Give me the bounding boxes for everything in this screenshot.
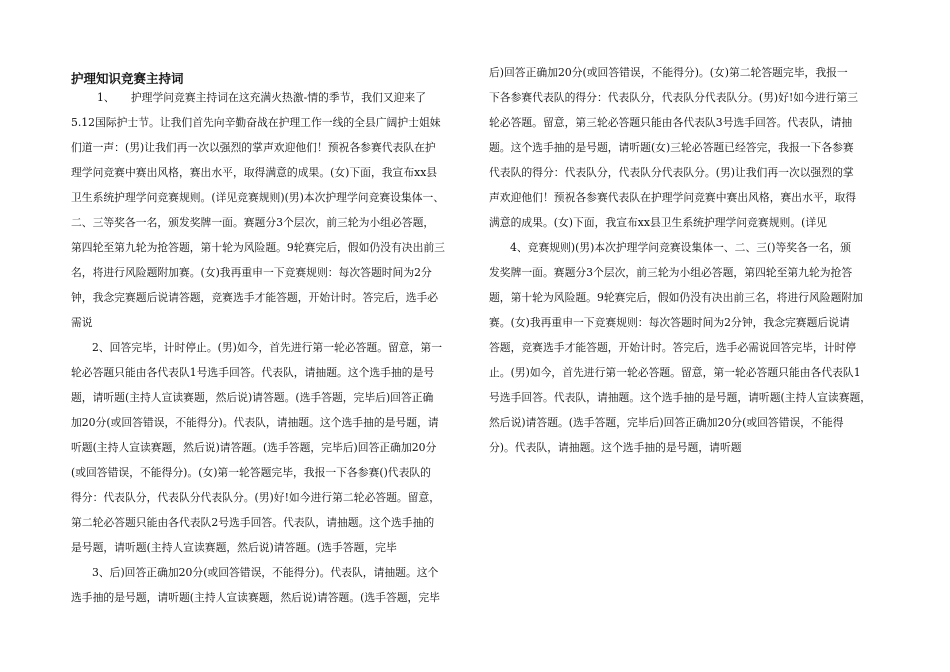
text-line: 满意的成果。(女)下面，我宣布xx县卫生系统护理学问竞赛规则。(详见 (489, 216, 827, 229)
text-line: 第二轮必答题只能由各代表队2号选手回答。代表队，请抽题。这个选手抽的 (71, 516, 435, 529)
text-line: 分)。代表队，请抽题。这个选手抽的是号题，请听题 (489, 441, 742, 454)
text-line: 赛。(女)我再重申一下竞赛规则：每次答题时间为2分钟，我念完赛题后说请 (489, 316, 850, 329)
text-line: 名，将进行风险题附加赛。(女)我再重申一下竞赛规则：每次答题时间为2分 (71, 266, 432, 279)
text-line: 代表队的得分：代表队分，代表队分代表队分。(男)让我们再一次以强烈的掌 (489, 166, 854, 179)
text-line: 轮必答题只能由各代表队1号选手回答。代表队，请抽题。这个选手抽的是号 (71, 366, 435, 379)
text-line: 理学问竞赛中赛出风格，赛出水平，取得满意的成果。(女)下面，我宣布xx县 (71, 166, 438, 179)
text-line: 轮必答题。留意，第三轮必答题只能由各代表队3号选手回答。代表队，请抽 (489, 116, 853, 129)
text-line: 后)回答正确加20分(或回答错误，不能得分)。(女)第二轮答题完毕，我报一 (489, 66, 848, 79)
text-line: 加20分(或回答错误，不能得分)。代表队，请抽题。这个选手抽的是号题，请 (71, 416, 439, 429)
text-line: 1、 护理学问竞赛主持词在这充满火热激-情的季节，我们又迎来了 (97, 91, 427, 104)
text-line: 需说 (71, 316, 93, 329)
text-line: 卫生系统护理学问竞赛规则。(详见竞赛规则)(男)本次护理学问竞赛设集体一、 (71, 191, 445, 204)
text-line: 听题(主持人宣读赛题，然后说)请答题。(选手答题，完毕后)回答正确加20分 (71, 441, 437, 454)
text-line: 号选手回答。代表队，请抽题。这个选手抽的是号题，请听题(主持人宣读赛题， (489, 391, 872, 404)
text-line: 们道一声：(男)让我们再一次以强烈的掌声欢迎他们！预祝各参赛代表队在护 (71, 141, 436, 154)
text-line: 下各参赛代表队的得分：代表队分，代表队分代表队分。(男)好!如今进行第三 (489, 91, 859, 104)
text-line: 声欢迎他们！预祝各参赛代表队在护理学问竞赛中赛出风格，赛出水平，取得 (489, 191, 857, 204)
text-line: 2、回答完毕，计时停止。(男)如今，首先进行第一轮必答题。留意，第一 (92, 341, 442, 354)
text-line: 答题，竞赛选手才能答题，开始计时。答完后，选手必需说回答完毕，计时停 (489, 341, 857, 354)
text-line: 钟，我念完赛题后说请答题，竞赛选手才能答题，开始计时。答完后，选手必 (71, 291, 439, 304)
text-line: 5.12国际护士节。让我们首先向辛勤奋战在护理工作一线的全县广阔护士姐妹 (71, 116, 441, 129)
text-line: 发奖牌一面。赛题分3个层次，前三轮为小组必答题，第四轮至第九轮为抢答 (489, 266, 853, 279)
text-line: 选手抽的是号题，请听题(主持人宣读赛题，然后说)请答题。(选手答题，完毕 (71, 591, 440, 604)
text-line: 得分：代表队分，代表队分代表队分。(男)好!如今进行第二轮必答题。留意， (71, 491, 441, 504)
text-line: 然后说)请答题。(选手答题，完毕后)回答正确加20分(或回答错误，不能得 (489, 416, 844, 429)
text-line: 题，第十轮为风险题。9轮赛完后，假如仍没有决出前三名，将进行风险题附加 (489, 291, 863, 304)
text-line: 题，请听题(主持人宣读赛题，然后说)请答题。(选手答题，完毕后)回答正确 (71, 391, 434, 404)
text-line: 题。这个选手抽的是号题，请听题(女)三轮必答题已经答完，我报一下各参赛 (489, 141, 854, 154)
document-title: 护理知识竞赛主持词 (71, 71, 184, 86)
text-line: 4、竞赛规则)(男)本次护理学问竞赛设集体一、二、三()等奖各一名，颁 (510, 241, 852, 254)
text-line: 第四轮至第九轮为抢答题，第十轮为风险题。9轮赛完后，假如仍没有决出前三 (71, 241, 445, 254)
text-line: 二、三等奖各一名，颁发奖牌一面。赛题分3个层次，前三轮为小组必答题， (71, 216, 435, 229)
text-line: (或回答错误，不能得分)。(女)第一轮答题完毕，我报一下各参赛()代表队的 (71, 466, 431, 479)
text-line: 3、后)回答正确加20分(或回答错误，不能得分)。代表队，请抽题。这个 (92, 566, 439, 579)
text-line: 是号题，请听题(主持人宣读赛题，然后说)请答题。(选手答题，完毕 (71, 541, 397, 554)
text-line: 止。(男)如今，首先进行第一轮必答题。留意，第一轮必答题只能由各代表队1 (489, 366, 861, 379)
